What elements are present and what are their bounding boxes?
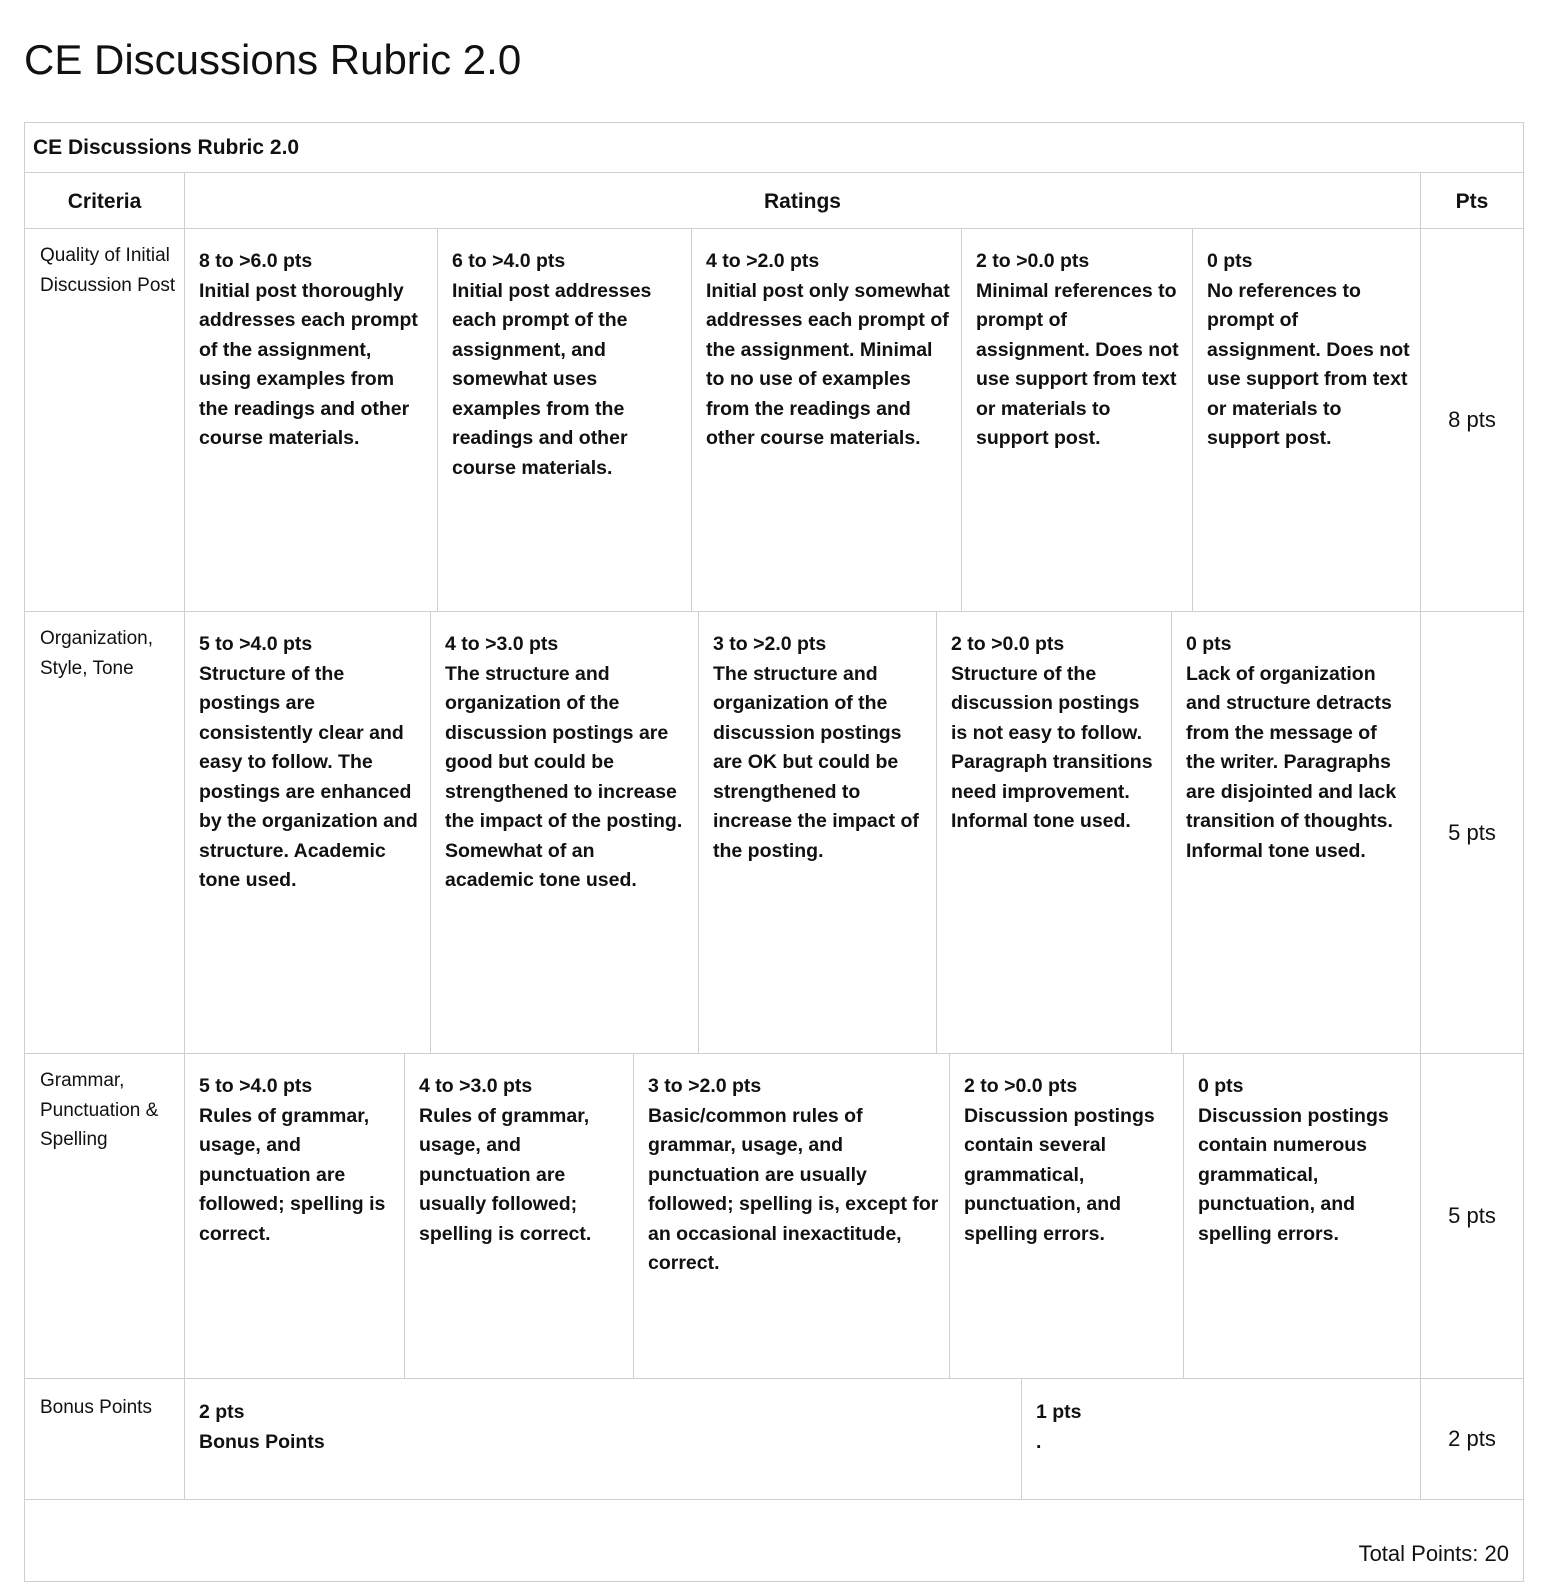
rating-points: 6 to >4.0 pts	[452, 250, 566, 272]
header-criteria: Criteria	[25, 173, 185, 229]
rating-description: Minimal references to prompt of assignment. Does not use support from text or materials to support post.	[976, 279, 1179, 449]
rating-points: 2 to >0.0 pts	[951, 633, 1065, 655]
header-pts: Pts	[1421, 173, 1523, 229]
rating-description: Initial post addresses each prompt of the assignment, and somewhat uses examples from the readings and other course materials.	[452, 279, 652, 479]
rubric-table	[24, 122, 1524, 1582]
criterion-name: Bonus Points	[25, 1379, 185, 1499]
rating-cell	[1183, 1054, 1421, 1378]
rating-description: The structure and organization of the discussion postings are OK but could be strengthened to increase the impact of the posting.	[713, 662, 919, 862]
rating-description: Structure of the discussion postings is not easy to follow. Paragraph transitions need improvement. Informal tone used.	[951, 662, 1153, 832]
rating-points: 8 to >6.0 pts	[199, 250, 313, 272]
criterion-name: Quality of Initial Discussion Post	[25, 229, 185, 611]
ratings-group	[185, 229, 1421, 611]
rating-points: 0 pts	[1186, 633, 1232, 655]
rating-points: 4 to >3.0 pts	[445, 633, 559, 655]
rating-cell	[404, 1054, 633, 1378]
rating-cell	[1171, 612, 1421, 1053]
rubric-caption: CE Discussions Rubric 2.0	[25, 123, 1523, 173]
rating-points: 2 to >0.0 pts	[964, 1075, 1078, 1097]
rating-points: 1 pts	[1036, 1401, 1082, 1423]
rating-points: 2 pts	[199, 1401, 245, 1423]
rating-description: Rules of grammar, usage, and punctuation are followed; spelling is correct.	[199, 1104, 386, 1245]
criterion-row-organization	[25, 612, 1523, 1054]
rating-points: 3 to >2.0 pts	[648, 1075, 762, 1097]
rating-cell	[949, 1054, 1183, 1378]
rating-description: Discussion postings contain numerous grammatical, punctuation, and spelling errors.	[1198, 1104, 1389, 1245]
total-points: Total Points: 20	[1358, 1541, 1509, 1566]
rating-cell	[185, 1379, 1021, 1499]
criterion-points: 5 pts	[1448, 819, 1496, 845]
criterion-name: Organization, Style, Tone	[25, 612, 185, 1053]
rating-cell	[1192, 229, 1421, 611]
rating-cell	[430, 612, 698, 1053]
rating-cell	[936, 612, 1171, 1053]
ratings-group	[185, 612, 1421, 1053]
rating-points: 3 to >2.0 pts	[713, 633, 827, 655]
rating-cell	[691, 229, 961, 611]
rating-points: 0 pts	[1207, 250, 1253, 272]
rating-description: No references to prompt of assignment. Does not use support from text or materials to support post.	[1207, 279, 1410, 449]
criterion-row-quality	[25, 229, 1523, 612]
ratings-group	[185, 1379, 1421, 1499]
rating-points: 4 to >2.0 pts	[706, 250, 820, 272]
criterion-points: 5 pts	[1448, 1203, 1496, 1228]
rating-points: 0 pts	[1198, 1075, 1244, 1097]
rating-cell	[437, 229, 691, 611]
rating-points: 5 to >4.0 pts	[199, 1075, 313, 1097]
rating-cell	[698, 612, 936, 1053]
rating-cell	[185, 612, 430, 1053]
rating-description: The structure and organization of the discussion postings are good but could be strengthened to increase the impact of the posting. Somewhat of an academic tone used.	[445, 662, 683, 891]
ratings-group	[185, 1054, 1421, 1378]
rating-cell	[633, 1054, 949, 1378]
rating-description: Initial post only somewhat addresses each prompt of the assignment. Minimal to no use of examples from the readings and other course materials.	[706, 279, 950, 449]
rating-cell	[961, 229, 1192, 611]
rating-description: Structure of the postings are consistently clear and easy to follow. The postings are enhanced by the organization and structure. Academic tone used.	[199, 662, 418, 891]
rating-cell	[185, 1054, 404, 1378]
rating-description: Basic/common rules of grammar, usage, and punctuation are usually followed; spelling is, except for an occasional inexactitude, correct.	[648, 1104, 939, 1274]
rating-description: Discussion postings contain several grammatical, punctuation, and spelling errors.	[964, 1104, 1155, 1245]
rating-points: 4 to >3.0 pts	[419, 1075, 533, 1097]
rating-cell	[185, 229, 437, 611]
rating-points: 2 to >0.0 pts	[976, 250, 1090, 272]
header-ratings: Ratings	[185, 173, 1421, 229]
rating-description: Initial post thoroughly addresses each prompt of the assignment, using examples from the readings and other course materials.	[199, 279, 418, 449]
rating-description: Rules of grammar, usage, and punctuation are usually followed; spelling is correct.	[419, 1104, 592, 1245]
criterion-points: 8 pts	[1448, 407, 1496, 432]
criterion-row-grammar	[25, 1054, 1523, 1379]
rating-description: .	[1036, 1430, 1042, 1453]
criterion-points: 2 pts	[1448, 1426, 1496, 1451]
rating-description: Bonus Points	[199, 1430, 325, 1453]
criterion-name: Grammar, Punctuation & Spelling	[25, 1054, 185, 1378]
criterion-row-bonus	[25, 1379, 1523, 1500]
rating-description: Lack of organization and structure detracts from the message of the writer. Paragraphs are disjointed and lack transition of thoughts. Informal tone used.	[1186, 662, 1397, 862]
page-title: CE Discussions Rubric 2.0	[24, 36, 522, 83]
rating-cell	[1021, 1379, 1421, 1499]
rating-points: 5 to >4.0 pts	[199, 633, 313, 655]
